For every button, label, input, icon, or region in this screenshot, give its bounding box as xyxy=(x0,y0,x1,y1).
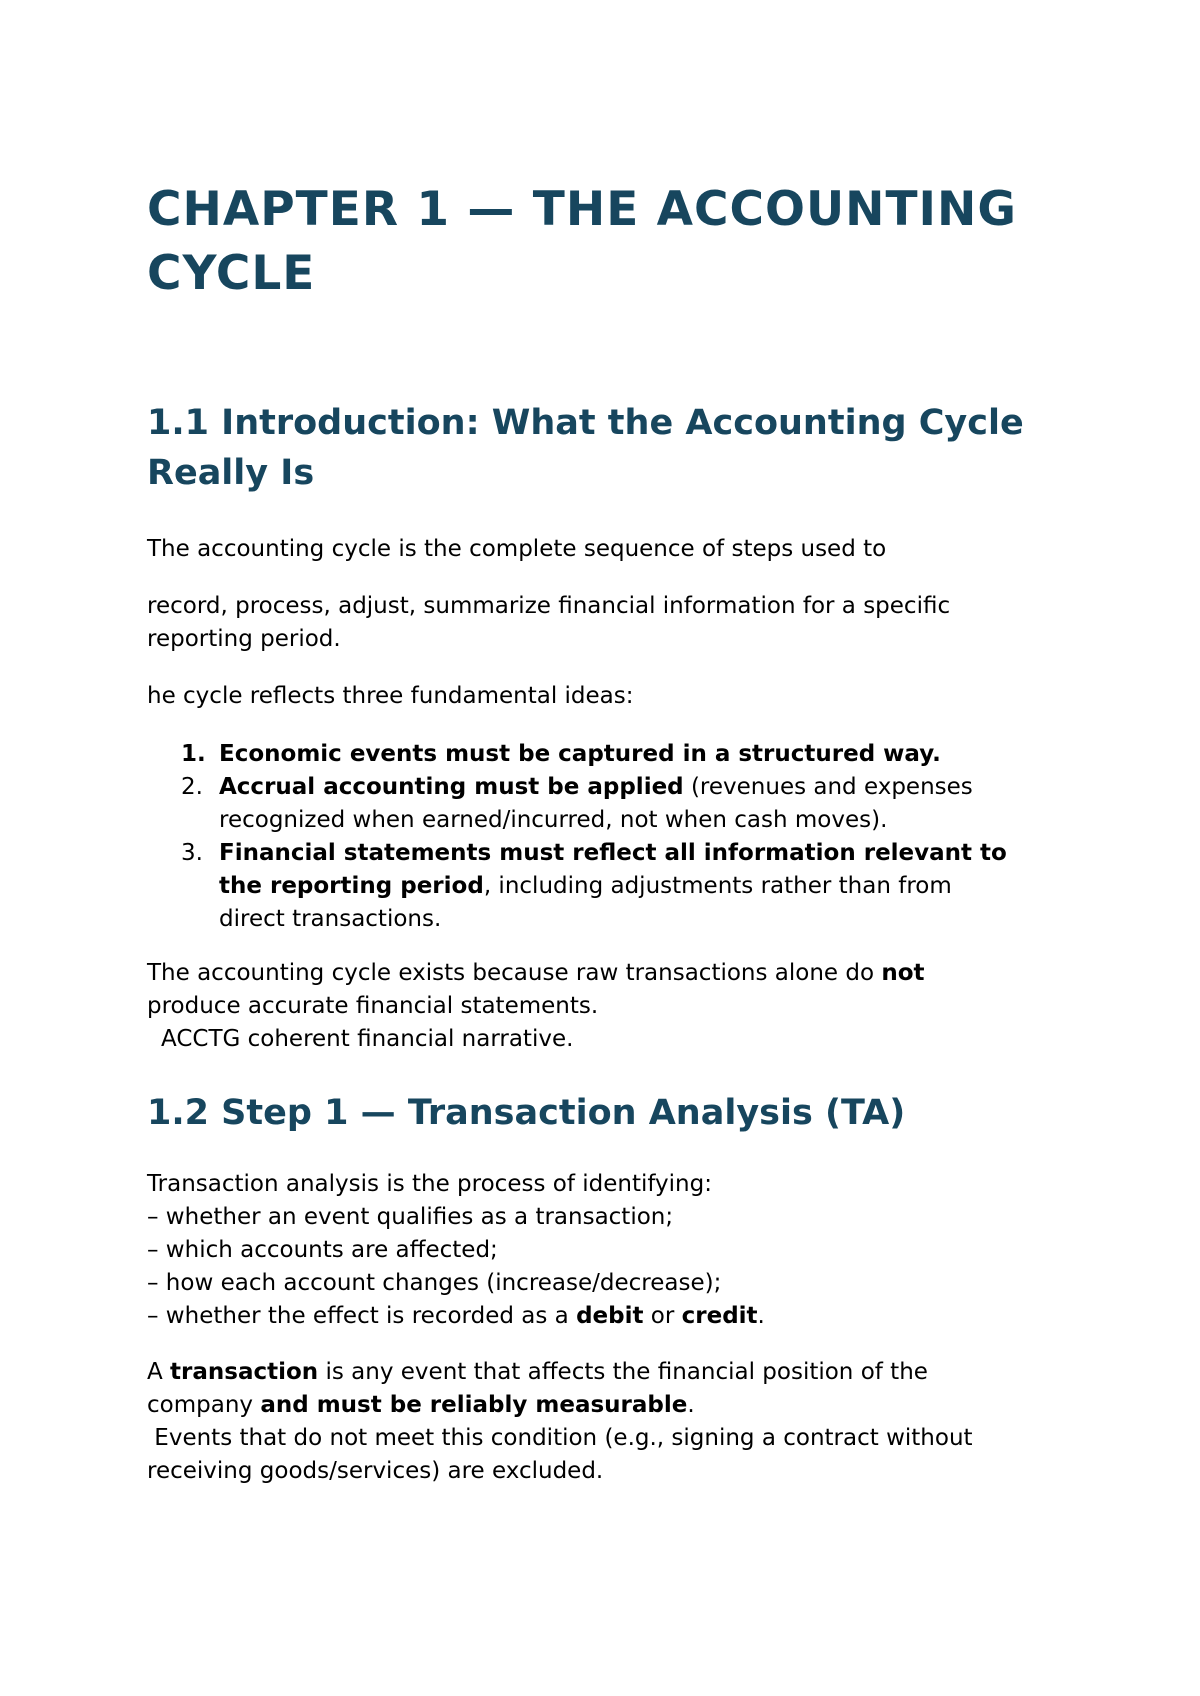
section-1-1-heading: 1.1 Introduction: What the Accounting Cycle Really Is xyxy=(147,403,1024,493)
list-item: – which accounts are affected; xyxy=(147,1237,498,1263)
list-number: 1. xyxy=(181,741,206,767)
section-1-2-heading: 1.2 Step 1 — Transaction Analysis (TA) xyxy=(147,1093,906,1133)
fundamental-ideas-list xyxy=(147,738,1077,936)
transaction-analysis-paragraph: Transaction analysis is the process of identifying: – whether an event qualifies as a transaction; – which accounts are affected; – how each account changes (increase/decrease); – whether the effect is recorded as a debit or credit. xyxy=(147,1168,1077,1333)
list-number: 3. xyxy=(181,840,203,866)
chapter-title xyxy=(147,178,1077,306)
list-item: – whether the effect is recorded as a debit or credit. xyxy=(147,1303,765,1329)
list-item: – how each account changes (increase/decrease); xyxy=(147,1270,722,1296)
list-item: 2. Accrual accounting must be applied (revenues and expenses recognized when earned/incurred, not when cash moves). xyxy=(147,771,1077,837)
intro-paragraph-4: The accounting cycle exists because raw transactions alone do not produce accurate financial statements. ACCTG coherent financial narrative. xyxy=(147,960,925,1052)
chapter-title-line1: CHAPTER 1 — THE ACCOUNTING xyxy=(147,182,1017,237)
list-item: 1. Economic events must be captured in a structured way. xyxy=(147,738,1077,771)
transaction-definition-paragraph: A transaction is any event that affects the financial position of the company and must be reliably measurable. Events that do not meet this condition (e.g., signing a contract without receiving goods/services) are excluded. xyxy=(147,1359,973,1484)
list-item: 3. Financial statements must reflect all information relevant to the reporting period, including adjustments rather than from direct transactions. xyxy=(147,837,1077,936)
list-number: 2. xyxy=(181,774,203,800)
intro-paragraph-3: he cycle reflects three fundamental ideas: xyxy=(147,683,634,709)
intro-paragraph-1: The accounting cycle is the complete sequence of steps used to xyxy=(147,536,887,562)
chapter-title-line2: CYCLE xyxy=(147,246,316,301)
list-item: – whether an event qualifies as a transaction; xyxy=(147,1204,674,1230)
intro-paragraph-2: record, process, adjust, summarize financial information for a specific reporting period. xyxy=(147,593,951,652)
